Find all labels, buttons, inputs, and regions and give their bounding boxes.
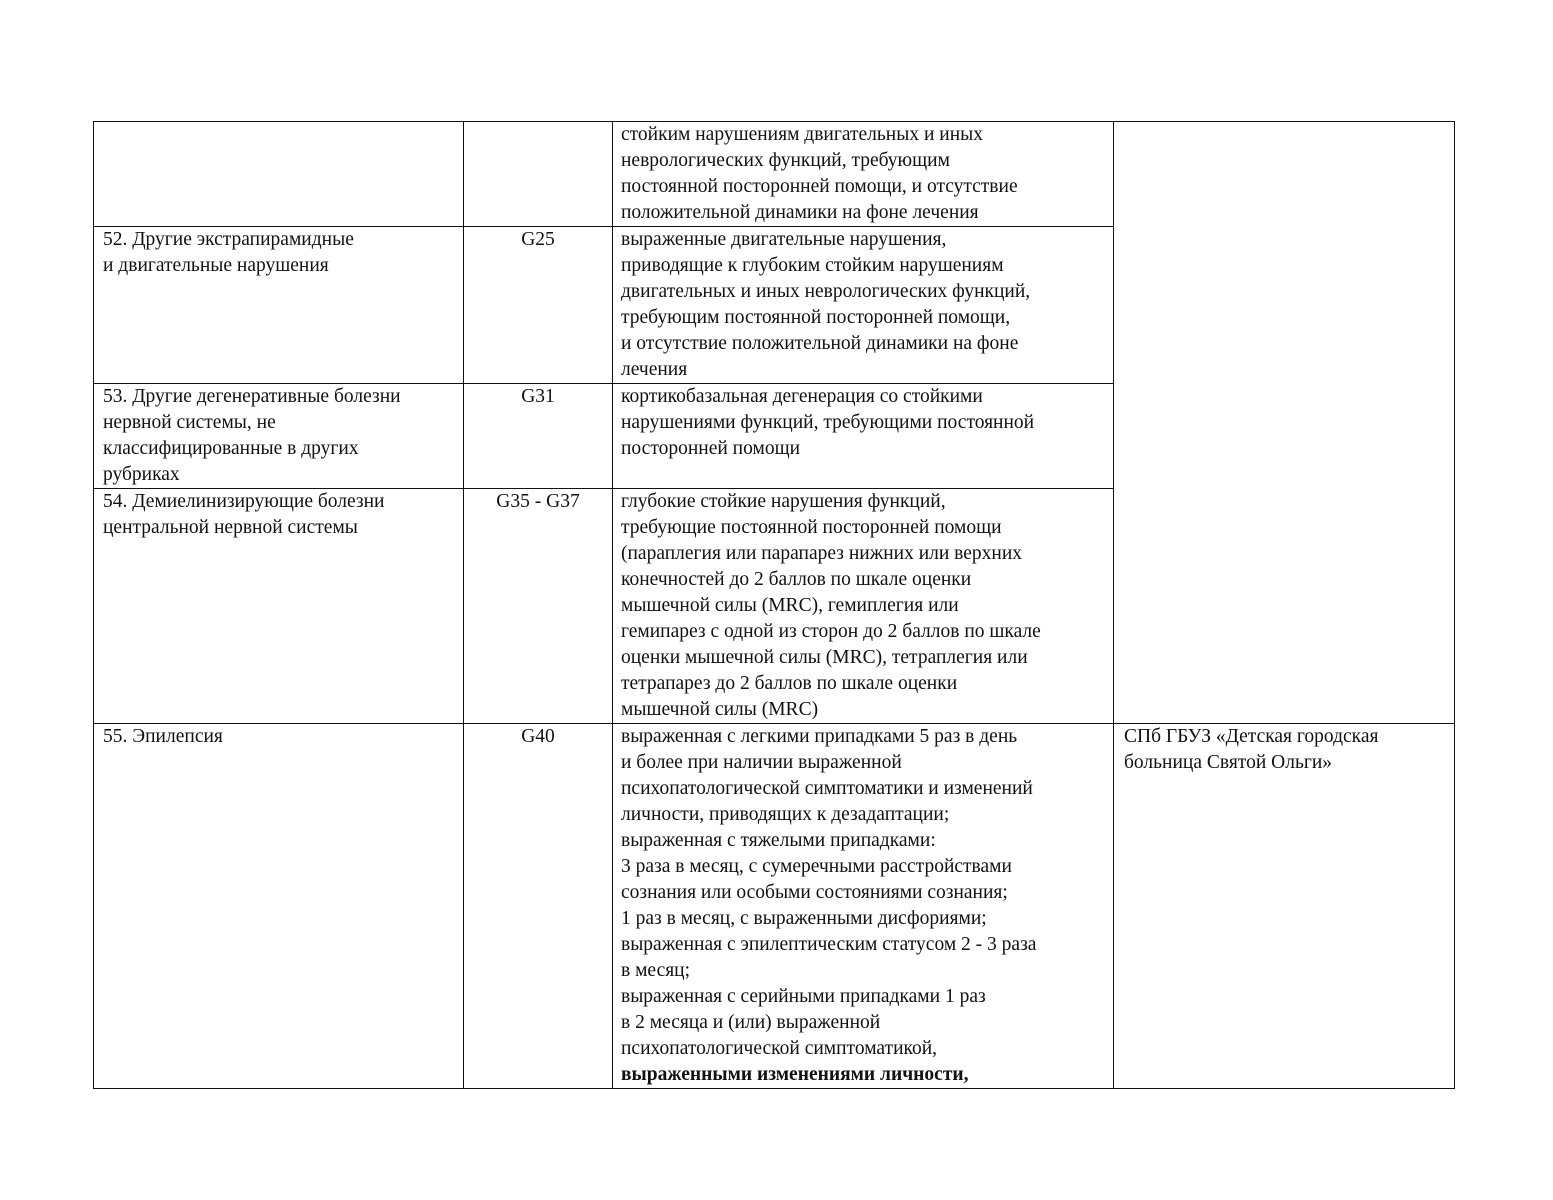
icd-code-cell: G31: [464, 384, 613, 489]
table-row: [94, 122, 1455, 227]
icd-code-cell: G35 - G37: [464, 489, 613, 724]
icd-code-cell: [464, 122, 613, 227]
disease-cell: 54. Демиелинизирующие болезни центральной нервной системы: [94, 489, 464, 724]
disease-criteria-table: [93, 121, 1455, 1089]
table-row: [94, 724, 1455, 1089]
disease-cell: [94, 122, 464, 227]
criteria-cell: стойким нарушениям двигательных и иных неврологических функций, требующим постоянной посторонней помощи, и отсутствие положительной динамики на фоне лечения: [613, 122, 1114, 227]
criteria-last-line: выраженными изменениями личности,: [621, 1064, 969, 1085]
criteria-cell: [613, 724, 1114, 1089]
criteria-text: выраженная с легкими припадками 5 раз в день и более при наличии выраженной психопатологической симптоматики и изменений личности, приводящих к дезадаптации; выраженная с тяжелыми припадками: 3 раза в месяц, с сумеречными расстройствами сознания или особыми состояниями сознания; 1 раз в месяц, с выраженными дисфориями; выраженная с эпилептическим статусом 2 - 3 раза в месяц; выраженная с серийными припадками 1 раз в 2 месяца и (или) выраженной психопатологической симптоматикой,: [621, 726, 1037, 1059]
disease-cell: 53. Другие дегенеративные болезни нервной системы, не классифицированные в других рубриках: [94, 384, 464, 489]
institution-cell: СПб ГБУЗ «Детская городская больница Святой Ольги»: [1114, 724, 1455, 1089]
icd-code-cell: G25: [464, 227, 613, 384]
institution-cell: [1114, 122, 1455, 724]
criteria-cell: кортикобазальная дегенерация со стойкими нарушениями функций, требующими постоянной посторонней помощи: [613, 384, 1114, 489]
disease-cell: 55. Эпилепсия: [94, 724, 464, 1089]
disease-cell: 52. Другие экстрапирамидные и двигательные нарушения: [94, 227, 464, 384]
criteria-cell: глубокие стойкие нарушения функций, требующие постоянной посторонней помощи (параплегия или парапарез нижних или верхних конечностей до 2 баллов по шкале оценки мышечной силы (MRC), гемиплегия или гемипарез с одной из сторон до 2 баллов по шкале оценки мышечной силы (MRC), тетраплегия или тетрапарез до 2 баллов по шкале оценки мышечной силы (MRC): [613, 489, 1114, 724]
criteria-cell: выраженные двигательные нарушения, приводящие к глубоким стойким нарушениям двигательных и иных неврологических функций, требующим постоянной посторонней помощи, и отсутствие положительной динамики на фоне лечения: [613, 227, 1114, 384]
icd-code-cell: G40: [464, 724, 613, 1089]
